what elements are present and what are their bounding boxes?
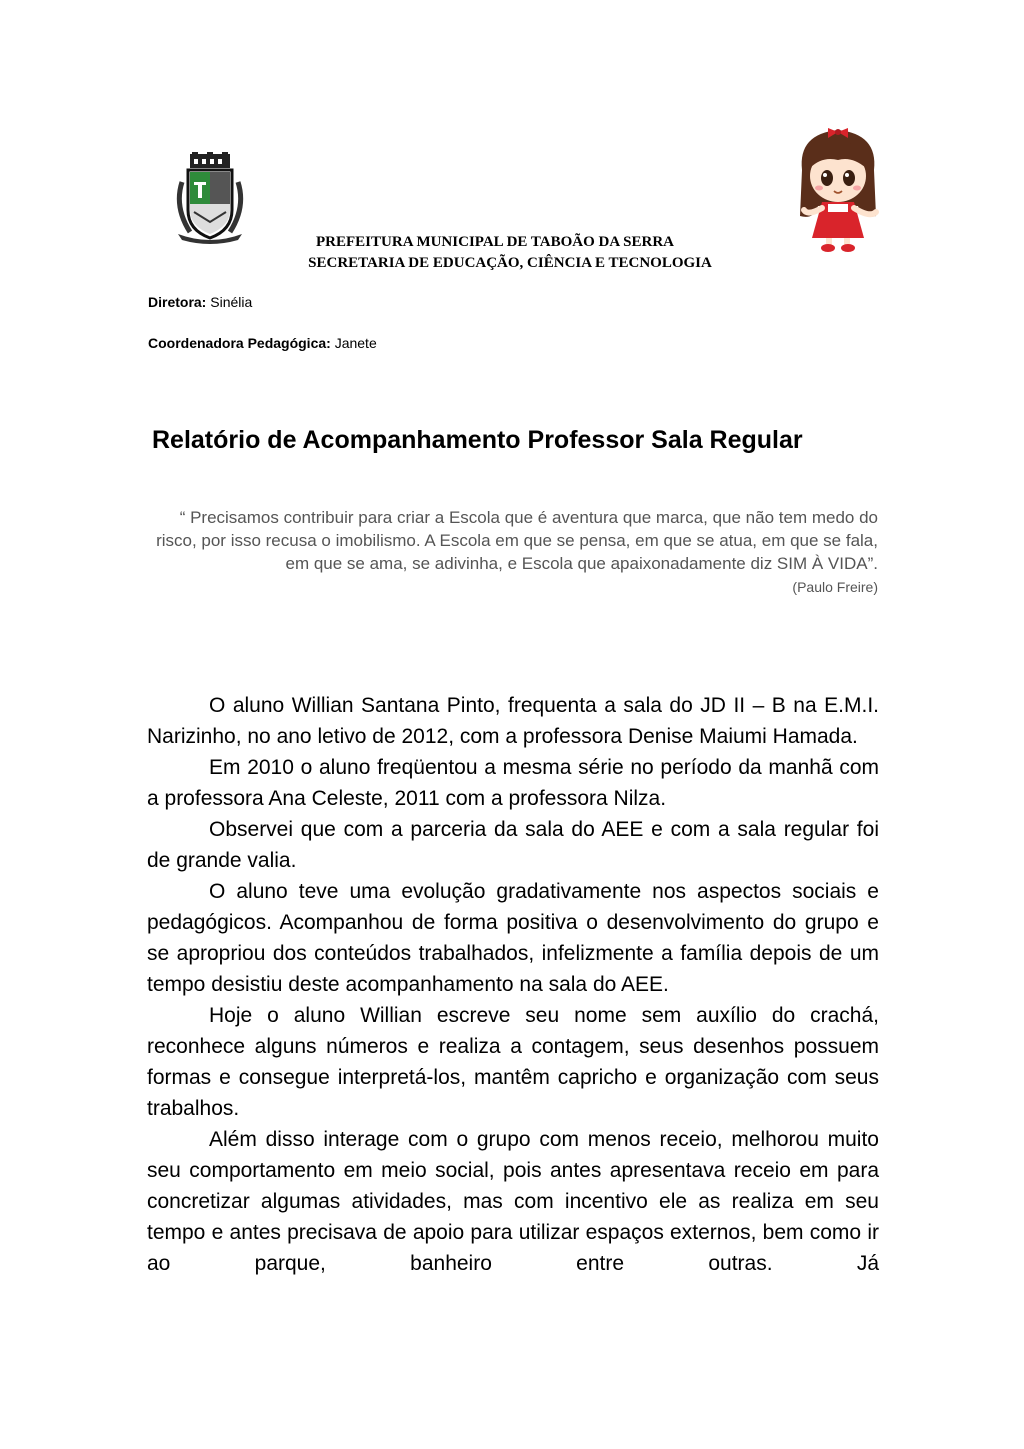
- body-paragraph: Em 2010 o aluno freqüentou a mesma série no período da manhã com a professora Ana Celeste, 2011 com a professora Nilza.: [147, 756, 879, 810]
- body-paragraph: Hoje o aluno Willian escreve seu nome sem auxílio do crachá, reconhece alguns números e realiza a contagem, seus desenhos possuem formas e consegue interpretá-los, mantêm capricho e organização com seus trabalhos.: [147, 1004, 879, 1120]
- header-line-1: PREFEITURA MUNICIPAL DE TABOÃO DA SERRA: [316, 234, 674, 250]
- institution-header: [140, 232, 880, 274]
- body-paragraph: O aluno Willian Santana Pinto, frequenta a sala do JD II – B na E.M.I. Narizinho, no ano letivo de 2012, com a professora Denise Maiumi Hamada.: [147, 694, 879, 748]
- director-label: Diretora:: [148, 294, 207, 310]
- municipal-crest-icon: [172, 152, 248, 244]
- quote-author: (Paulo Freire): [792, 579, 878, 595]
- body-paragraph: O aluno teve uma evolução gradativamente nos aspectos sociais e pedagógicos. Acompanhou de forma positiva o desenvolvimento do grupo e se apropriou dos conteúdos trabalhados, infelizmente a família depois de um tempo desistiu deste acompanhamento na sala do AEE.: [147, 880, 879, 996]
- director-line: [148, 294, 252, 310]
- coordinator-line: [148, 335, 377, 351]
- document-title: Relatório de Acompanhamento Professor Sala Regular: [152, 426, 803, 454]
- body-paragraph: Além disso interage com o grupo com menos receio, melhorou muito seu comportamento em meio social, pois antes apresentava receio em para concretizar algumas atividades, mas com incentivo ele as realiza em seu tempo e antes precisava de apoio para utilizar espaços externos, bem como ir ao parque, banheiro entre outras. Já: [147, 1128, 879, 1275]
- coordinator-label: Coordenadora Pedagógica:: [148, 335, 331, 351]
- director-name: Sinélia: [210, 294, 253, 310]
- header-line-2: SECRETARIA DE EDUCAÇÃO, CIÊNCIA E TECNOLOGIA: [308, 255, 712, 271]
- quote-text: “ Precisamos contribuir para criar a Escola que é aventura que marca, que não tem medo do risco, por isso recusa o imobilismo. A Escola em que se pensa, em que se atua, em que se fala, em que se ama, se adivinha, e Escola que apaixonadamente diz SIM À VIDA”.: [156, 508, 878, 573]
- body-paragraph: Observei que com a parceria da sala do AEE e com a sala regular foi de grande valia.: [147, 818, 879, 872]
- report-body: [147, 690, 879, 1279]
- epigraph-quote: [146, 506, 878, 599]
- coordinator-name: Janete: [334, 335, 377, 351]
